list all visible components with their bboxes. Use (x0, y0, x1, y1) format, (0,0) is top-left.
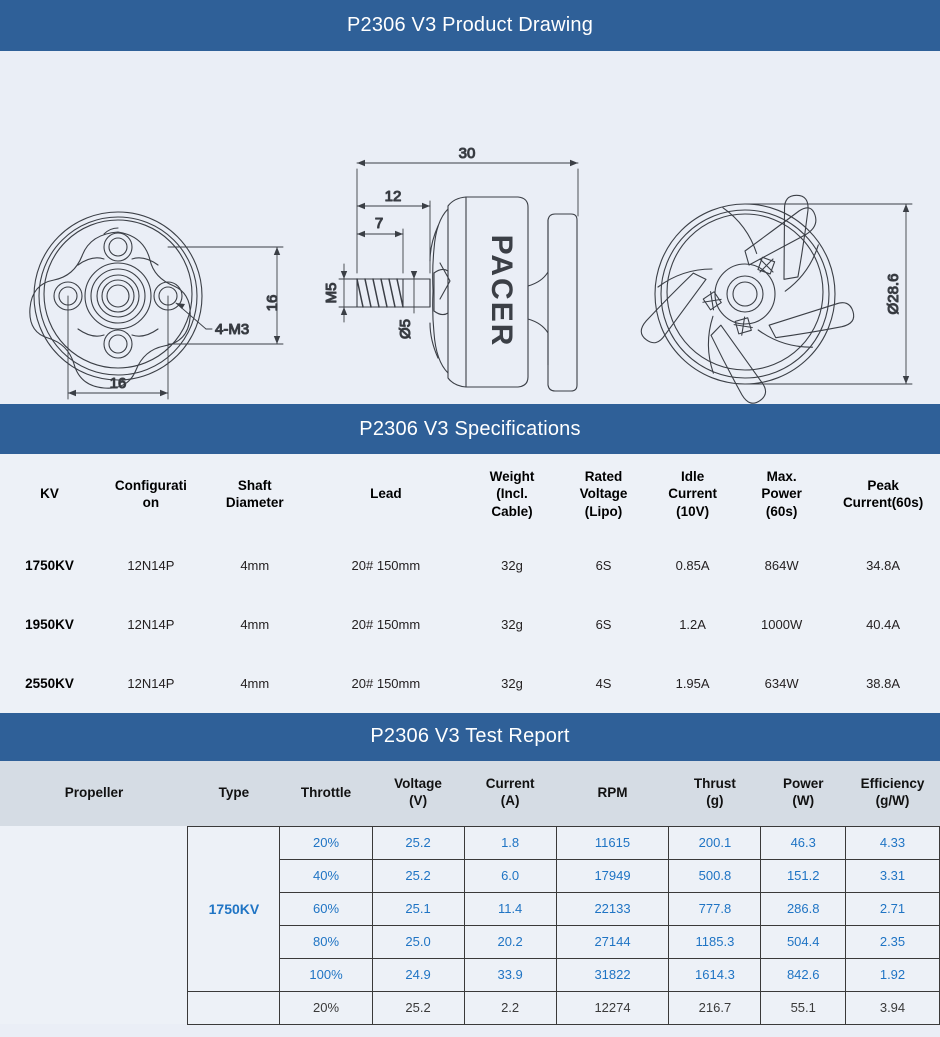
spec-cell-idle-current: 1.95A (675, 675, 710, 691)
spec-header-lead (307, 454, 465, 536)
test-header-power (761, 761, 846, 827)
test-cell-rpm: 11615 (556, 826, 669, 859)
dim-shaft-diameter: Ø5 (397, 318, 414, 340)
test-cell-efficiency: 3.94 (846, 991, 940, 1024)
spec-header-max-power-line3: (60s) (765, 503, 798, 519)
test-cell-current: 20.2 (464, 925, 556, 958)
drawing-side-view (357, 197, 577, 391)
test-cell-rpm: 12274 (556, 991, 669, 1024)
test-cell-current: 2.2 (464, 991, 556, 1024)
spec-cell-weight: 32g (501, 557, 523, 573)
test-cell-voltage: 25.2 (372, 826, 464, 859)
spec-header-shaft-diameter-line1: Shaft (237, 477, 272, 493)
test-header-voltage-line2: (V) (409, 793, 428, 809)
spec-cell-shaft-diameter: 4mm (240, 557, 270, 573)
brand-logo-pacer: PACER (485, 234, 518, 348)
spec-cell-peak-current: 38.8A (866, 675, 901, 691)
spec-cell-lead: 20# 150mm (351, 557, 421, 573)
test-cell-thrust: 1185.3 (669, 925, 761, 958)
spec-cell-rated-voltage: 6S (595, 557, 612, 573)
test-cell-rpm: 17949 (556, 859, 669, 892)
test-header-efficiency-line2: (g/W) (875, 793, 910, 809)
banner-test-report (0, 713, 940, 761)
spec-cell-configuration: 12N14P (127, 675, 175, 691)
banner-test-report-title: P2306 V3 Test Report (370, 725, 570, 748)
spec-cell-weight: 32g (501, 616, 523, 632)
test-header-propeller (0, 761, 188, 827)
spec-cell-kv: 1950KV (25, 616, 74, 632)
test-cell-voltage: 25.1 (372, 892, 464, 925)
technical-drawings-svg (0, 51, 940, 404)
spec-header-kv (0, 454, 99, 536)
table-row (0, 595, 940, 654)
test-cell-efficiency: 3.31 (846, 859, 940, 892)
test-header-voltage (372, 761, 464, 827)
test-cell-current: 1.8 (464, 826, 556, 859)
test-header-voltage-line1: Voltage (394, 775, 442, 791)
table-row (0, 654, 940, 713)
table-row (0, 826, 940, 859)
test-cell-type (188, 991, 280, 1024)
test-cell-power: 286.8 (761, 892, 846, 925)
test-header-efficiency-line1: Efficiency (860, 775, 925, 791)
callout-bolt-pattern: 4-M3 (215, 321, 250, 338)
spec-header-max-power (737, 454, 826, 536)
test-cell-thrust: 200.1 (669, 826, 761, 859)
spec-cell-shaft-diameter: 4mm (240, 675, 270, 691)
test-header-power-line1: Power (782, 775, 824, 791)
dim-bell-diameter: Ø28.6 (885, 273, 902, 315)
spec-header-rated-voltage-line1: Rated (584, 469, 623, 484)
spec-header-peak-current-line2: Current(60s) (842, 494, 924, 510)
test-header-type (188, 761, 280, 827)
table-row (0, 991, 940, 1024)
spec-header-kv-line1: KV (40, 486, 59, 502)
spec-header-shaft-diameter-line2: Diameter (225, 494, 284, 510)
spec-cell-peak-current: 34.8A (866, 557, 901, 573)
spec-header-rated-voltage-line3: (Lipo) (584, 503, 623, 519)
test-cell-throttle: 60% (280, 892, 372, 925)
product-drawing-area (0, 51, 940, 404)
spec-cell-configuration: 12N14P (127, 557, 175, 573)
test-cell-thrust: 500.8 (669, 859, 761, 892)
spec-cell-kv: 2550KV (25, 675, 74, 691)
spec-header-rated-voltage (559, 454, 648, 536)
test-cell-efficiency: 4.33 (846, 826, 940, 859)
test-cell-current: 6.0 (464, 859, 556, 892)
test-cell-throttle: 20% (280, 991, 372, 1024)
test-header-throttle-line1: Throttle (300, 784, 352, 800)
test-cell-thrust: 1614.3 (669, 958, 761, 991)
test-cell-rpm: 27144 (556, 925, 669, 958)
test-cell-throttle: 80% (280, 925, 372, 958)
test-report-table (0, 761, 940, 1025)
spec-header-peak-current (826, 454, 940, 536)
test-cell-efficiency: 2.35 (846, 925, 940, 958)
test-header-power-line2: (W) (792, 793, 815, 809)
test-cell-power: 504.4 (761, 925, 846, 958)
banner-product-drawing (0, 0, 940, 51)
spec-header-weight-line1: Weight (489, 469, 535, 484)
spec-cell-configuration: 12N14P (127, 616, 175, 632)
spec-header-configuration-line1: Configurati (114, 477, 187, 493)
test-cell-voltage: 25.0 (372, 925, 464, 958)
spec-header-weight-line2: (Incl. (496, 486, 528, 502)
spec-header-max-power-line1: Max. (766, 469, 797, 484)
spec-header-idle-current-line2: Current (668, 486, 717, 502)
test-cell-power: 46.3 (761, 826, 846, 859)
banner-specifications-title: P2306 V3 Specifications (359, 417, 581, 440)
test-cell-rpm: 22133 (556, 892, 669, 925)
spec-header-weight-line3: Cable) (491, 503, 533, 519)
spec-cell-max-power: 1000W (761, 616, 803, 632)
spec-cell-idle-current: 1.2A (679, 616, 706, 632)
spec-cell-peak-current: 40.4A (866, 616, 901, 632)
spec-header-configuration (99, 454, 203, 536)
test-cell-current: 33.9 (464, 958, 556, 991)
spec-header-peak-current-line1: Peak (867, 477, 899, 493)
test-header-thrust-line1: Thrust (693, 775, 736, 791)
test-cell-throttle: 100% (280, 958, 372, 991)
test-cell-current: 11.4 (464, 892, 556, 925)
test-cell-voltage: 25.2 (372, 991, 464, 1024)
specifications-header-row (0, 454, 940, 536)
test-header-current (464, 761, 556, 827)
test-cell-thrust: 216.7 (669, 991, 761, 1024)
banner-specifications (0, 404, 940, 454)
test-cell-rpm: 31822 (556, 958, 669, 991)
test-header-efficiency (846, 761, 940, 827)
test-header-thrust (669, 761, 761, 827)
drawing-bottom-view (30, 212, 202, 388)
drawing-bottom-view-dimensions (68, 247, 283, 399)
test-cell-propeller (0, 826, 188, 991)
spec-cell-idle-current: 0.85A (675, 557, 710, 573)
dim-side-mid-length: 12 (384, 188, 402, 205)
test-header-rpm-line1: RPM (597, 784, 628, 800)
test-header-throttle (280, 761, 372, 827)
spec-header-idle-current-line1: Idle (680, 469, 705, 484)
spec-header-weight (465, 454, 559, 536)
test-cell-power: 55.1 (761, 991, 846, 1024)
test-cell-efficiency: 1.92 (846, 958, 940, 991)
test-header-thrust-line2: (g) (706, 793, 724, 809)
test-cell-throttle: 40% (280, 859, 372, 892)
spec-header-configuration-line2: on (142, 494, 160, 510)
spec-cell-lead: 20# 150mm (351, 616, 421, 632)
drawing-side-view-dimensions (339, 160, 578, 322)
test-cell-propeller (0, 991, 188, 1024)
test-cell-voltage: 24.9 (372, 958, 464, 991)
test-report-header-row (0, 761, 940, 827)
spec-header-shaft-diameter (203, 454, 307, 536)
specifications-table-wrapper (0, 454, 940, 713)
table-row (0, 536, 940, 595)
test-cell-voltage: 25.2 (372, 859, 464, 892)
spec-header-idle-current-line3: (10V) (676, 503, 710, 519)
test-cell-efficiency: 2.71 (846, 892, 940, 925)
spec-cell-weight: 32g (501, 675, 523, 691)
test-header-type-line1: Type (218, 784, 250, 800)
spec-cell-rated-voltage: 6S (595, 616, 612, 632)
dim-thread-size: M5 (323, 282, 340, 304)
dim-side-total-length: 30 (458, 145, 476, 162)
test-cell-thrust: 777.8 (669, 892, 761, 925)
spec-header-lead-line1: Lead (370, 486, 402, 502)
spec-cell-rated-voltage: 4S (595, 675, 612, 691)
spec-cell-max-power: 634W (764, 675, 799, 691)
spec-cell-shaft-diameter: 4mm (240, 616, 270, 632)
test-cell-type: 1750KV (188, 826, 280, 991)
drawing-top-view (638, 192, 858, 404)
specifications-table (0, 454, 940, 713)
spec-cell-lead: 20# 150mm (351, 675, 421, 691)
spec-cell-kv: 1750KV (25, 557, 74, 573)
test-cell-power: 842.6 (761, 958, 846, 991)
test-header-current-line1: Current (485, 775, 535, 791)
spec-cell-max-power: 864W (764, 557, 799, 573)
spec-header-max-power-line2: Power (761, 486, 802, 502)
spec-header-rated-voltage-line2: Voltage (579, 486, 628, 502)
dim-bottom-height: 16 (264, 294, 281, 312)
banner-product-drawing-title: P2306 V3 Product Drawing (346, 14, 594, 36)
test-header-rpm (556, 761, 669, 827)
test-header-propeller-line1: Propeller (64, 784, 124, 800)
dim-side-thread-length: 7 (374, 215, 384, 232)
test-header-current-line2: (A) (500, 793, 520, 809)
test-cell-power: 151.2 (761, 859, 846, 892)
dim-bottom-width: 16 (109, 375, 127, 392)
test-cell-throttle: 20% (280, 826, 372, 859)
spec-header-idle-current (648, 454, 737, 536)
